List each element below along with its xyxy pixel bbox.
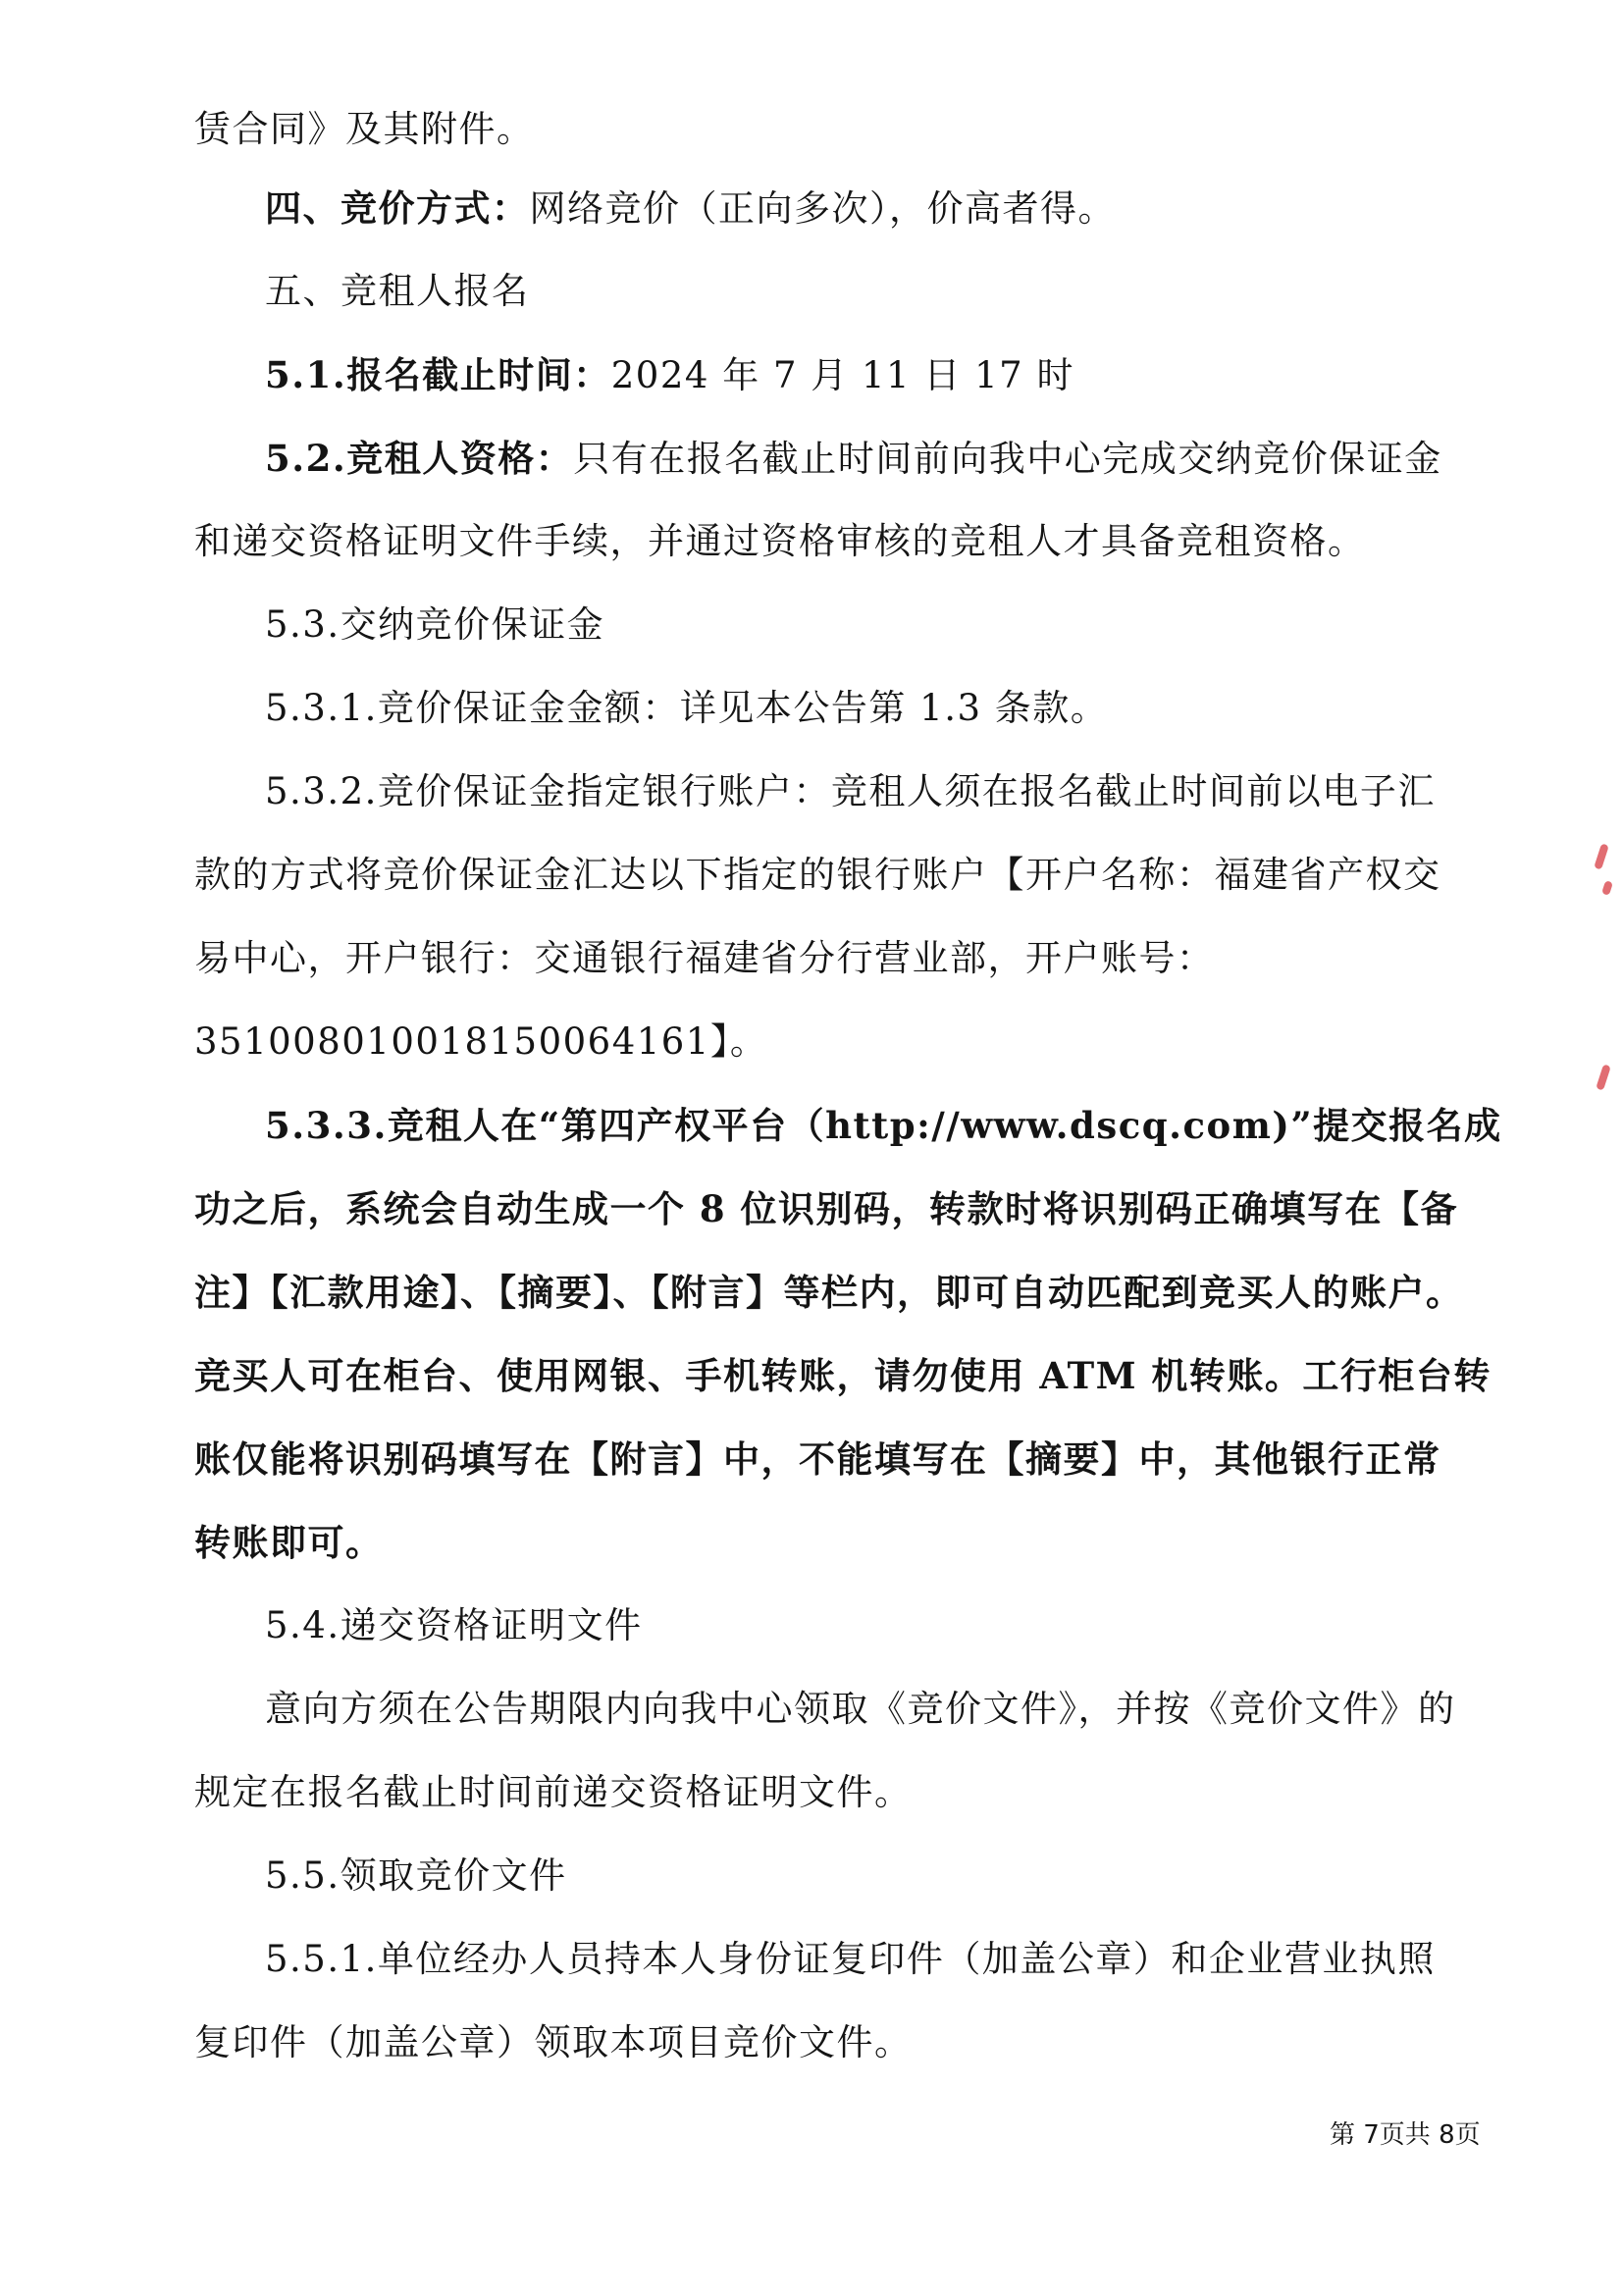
text-segment: 易中心，开户银行：交通银行福建省分行营业部，开户账号： xyxy=(194,937,1215,979)
text-segment: 5.1.报名截止时间： xyxy=(265,353,611,396)
text-segment: 四、竞价方式： xyxy=(265,186,530,230)
text-segment: 5.5.领取竞价文件 xyxy=(265,1854,567,1897)
text-segment: 复印件（加盖公章）领取本项目竞价文件。 xyxy=(194,2021,913,2063)
text-line xyxy=(265,434,1541,484)
text-line xyxy=(194,1435,1470,1485)
text-line xyxy=(194,1184,1470,1234)
text-segment: 351008010018150064161】。 xyxy=(194,1020,768,1063)
text-line xyxy=(265,1935,1541,1984)
text-segment: 只有在报名截止时间前向我中心完成交纳竞价保证金 xyxy=(573,438,1442,480)
text-line xyxy=(194,105,1470,154)
text-segment: 竞买人可在柜台、使用网银、手机转账，请勿使用 ATM 机转账。工行柜台转 xyxy=(194,1354,1492,1397)
text-line xyxy=(194,1018,1470,1067)
text-line xyxy=(194,1268,1470,1318)
text-segment: 5.4.递交资格证明文件 xyxy=(265,1604,643,1646)
text-segment: 账仅能将识别码填写在【附言】中，不能填写在【摘要】中，其他银行正常 xyxy=(194,1437,1441,1481)
text-line xyxy=(265,684,1541,733)
text-segment: 规定在报名截止时间前递交资格证明文件。 xyxy=(194,1771,913,1813)
text-segment: 功之后，系统会自动生成一个 8 位识别码，转款时将识别码正确填写在【备 xyxy=(194,1187,1459,1230)
text-segment: 赁合同》及其附件。 xyxy=(194,108,535,150)
text-segment: 5.2.竞租人资格： xyxy=(265,437,574,480)
text-line xyxy=(265,1685,1541,1734)
section-heading xyxy=(265,600,1541,650)
text-line xyxy=(194,1768,1470,1817)
text-line xyxy=(194,1518,1470,1568)
text-segment: 5.3.2.竞价保证金指定银行账户：竞租人须在报名截止时间前以电子汇 xyxy=(265,770,1436,812)
page-number: 第 7页共 8页 xyxy=(1330,2120,1481,2150)
text-segment: 意向方须在公告期限内向我中心领取《竞价文件》，并按《竞价文件》的 xyxy=(265,1688,1456,1730)
text-segment: 2024 年 7 月 11 日 17 时 xyxy=(610,354,1074,396)
text-segment: 5.3.交纳竞价保证金 xyxy=(265,603,605,646)
text-segment: 5.3.1.竞价保证金金额：详见本公告第 1.3 条款。 xyxy=(265,687,1109,729)
text-segment: 注】【汇款用途】、【摘要】、【附言】等栏内，即可自动匹配到竞买人的账户。 xyxy=(194,1271,1464,1314)
text-line xyxy=(265,1101,1541,1151)
text-line xyxy=(194,517,1470,566)
text-segment: 网络竞价（正向多次），价高者得。 xyxy=(529,187,1116,230)
section-heading xyxy=(265,267,1541,316)
section-heading xyxy=(265,183,1541,234)
text-segment: 转账即可。 xyxy=(194,1521,384,1564)
text-line xyxy=(194,1351,1492,1401)
text-segment: 款的方式将竞价保证金汇达以下指定的银行账户【开户名称：福建省产权交 xyxy=(194,854,1441,896)
text-line xyxy=(265,767,1541,816)
seal-edge-mark xyxy=(1601,880,1613,896)
text-line xyxy=(265,350,1541,400)
text-line xyxy=(194,934,1470,983)
section-heading xyxy=(265,1852,1541,1901)
section-heading xyxy=(265,1601,1541,1650)
text-line xyxy=(194,2018,1470,2067)
text-segment: 5.5.1.单位经办人员持本人身份证复印件（加盖公章）和企业营业执照 xyxy=(265,1938,1436,1980)
seal-edge-mark xyxy=(1594,843,1609,869)
text-line xyxy=(194,851,1470,900)
text-segment: 5.3.3.竞租人在“第四产权平台（http://www.dscq.com)”提交报名成 xyxy=(265,1104,1502,1147)
seal-edge-mark xyxy=(1596,1064,1611,1090)
text-segment: 五、竞租人报名 xyxy=(265,270,530,312)
text-segment: 和递交资格证明文件手续，并通过资格审核的竞租人才具备竞租资格。 xyxy=(194,520,1366,562)
